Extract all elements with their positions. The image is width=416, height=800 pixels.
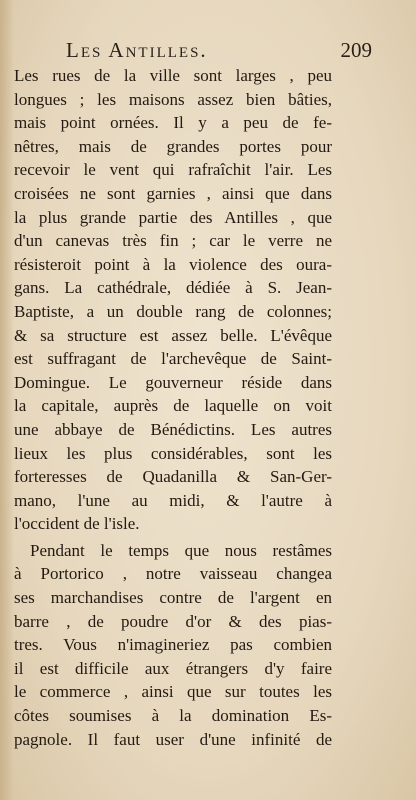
text-line: lieux les plus considérables, sont les [14, 443, 332, 463]
text-line: nêtres, mais de grandes portes pour [14, 136, 332, 156]
page-number: 209 [340, 38, 372, 62]
text-line: mais point ornées. Il y a peu de fe- [14, 113, 332, 133]
body-text [14, 64, 332, 751]
text-line: tres. Vous n'imagineriez pas combien [14, 635, 332, 655]
text-line: côtes soumises à la domination Es- [14, 706, 332, 726]
text-line: mano, l'une au midi, & l'autre à [14, 490, 332, 510]
text-line: est suffragant de l'archevêque de Saint- [14, 349, 332, 369]
text-line: la capitale, auprès de laquelle on voit [14, 396, 332, 416]
text-line: une abbaye de Bénédictins. Les autres [14, 419, 332, 439]
text-line: barre , de poudre d'or & des pias- [14, 611, 332, 631]
paragraph-2 [14, 539, 332, 751]
text-line: il est difficile aux étrangers d'y faire [14, 658, 332, 678]
text-line: la plus grande partie des Antilles , que [14, 207, 332, 227]
text-line: pagnole. Il faut user d'une infinité de [14, 729, 332, 749]
text-line: le commerce , ainsi que sur toutes les [14, 682, 332, 702]
text-line: Baptiste, a un double rang de colonnes; [14, 301, 332, 321]
text-line: Les rues de la ville sont larges , peu [14, 66, 332, 85]
text-line: Domingue. Le gouverneur réside dans [14, 372, 332, 392]
text-line: longues ; les maisons assez bien bâties, [14, 89, 332, 109]
text-line: recevoir le vent qui rafraîchit l'air. Les [14, 160, 332, 180]
text-line: ses marchandises contre de l'argent en [14, 588, 332, 608]
text-line: Pendant le temps que nous restâmes [30, 540, 332, 560]
running-title: Les Antilles. [66, 38, 208, 62]
text-line: & sa structure est assez belle. L'évêque [14, 325, 332, 345]
paragraph-1 [14, 64, 332, 536]
page-gutter-shadow [0, 0, 14, 800]
text-line: d'un canevas très fin ; car le verre ne [14, 231, 332, 251]
text-line: croisées ne sont garnies , ainsi que dans [14, 183, 332, 203]
text-line: gans. La cathédrale, dédiée à S. Jean- [14, 278, 332, 298]
text-line: résisteroit point à la violence des oura- [14, 254, 332, 274]
text-line: forteresses de Quadanilla & San-Ger- [14, 467, 332, 487]
text-line: à Portorico , notre vaisseau changea [14, 564, 332, 584]
text-line: l'occident de l'isle. [14, 514, 140, 534]
